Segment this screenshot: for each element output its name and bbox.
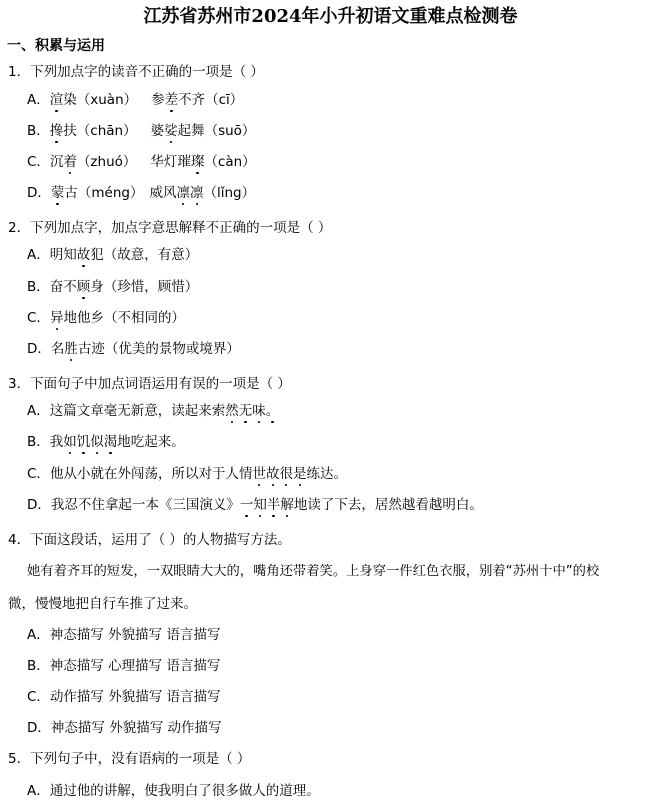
q4-option-a — [27, 625, 220, 645]
option-text: 动作描写 外貌描写 语言描写 — [49, 689, 221, 705]
question-2-stem: 2．下列加点字，加点字意思解释不正确的一项是（ ） — [8, 220, 332, 236]
option-pinyin-2: （suō） — [204, 123, 256, 139]
option-text: 奋不顾身（珍惜，顾惜） — [49, 279, 199, 295]
q2-option-b — [27, 277, 198, 297]
option-label: C． — [27, 466, 50, 482]
option-label: A． — [27, 783, 50, 799]
option-text: 神态描写 外貌描写 动作描写 — [50, 720, 222, 736]
option-word-2: 婆娑起舞 — [150, 123, 205, 139]
q3-option-b — [27, 432, 185, 452]
option-word-1: 搀扶 — [49, 123, 77, 139]
option-word-1: 渲染 — [49, 92, 77, 108]
option-pinyin-2: （cī） — [205, 92, 244, 108]
q3-option-c — [27, 464, 347, 484]
q3-option-d — [27, 495, 483, 515]
q5-option-a — [27, 781, 320, 801]
option-label: A． — [27, 403, 50, 419]
q1-option-d — [27, 183, 255, 203]
option-text: 他从小就在外闯荡，所以对于人情世故很是练达。 — [49, 466, 347, 482]
option-text: 神态描写 外貌描写 语言描写 — [49, 627, 221, 643]
option-pinyin-2: （càn） — [204, 154, 256, 170]
option-word-2: 华灯璀璨 — [150, 154, 205, 170]
option-pinyin-1: （xuàn） — [76, 92, 138, 108]
q1-option-c — [27, 152, 256, 172]
question-4-stem: 4．下面这段话，运用了（ ）的人物描写方法。 — [8, 532, 291, 548]
option-label: D． — [27, 497, 51, 513]
option-text: 名胜古迹（优美的景物或境界） — [50, 341, 240, 357]
option-text: 通过他的讲解，使我明白了很多做人的道理。 — [49, 783, 320, 799]
option-label: A． — [27, 627, 50, 643]
option-label: B． — [27, 658, 50, 674]
q1-option-b — [27, 121, 255, 141]
q4-passage-continued: 微，慢慢地把自行车推了过来。 — [8, 596, 197, 612]
option-text: 异地他乡（不相同的） — [49, 310, 185, 326]
option-label: D． — [27, 341, 51, 357]
option-label: C． — [27, 310, 50, 326]
option-word-2: 威风凛凛 — [149, 185, 204, 201]
option-pinyin-2: （lǐng） — [203, 185, 256, 201]
option-word-1: 沉着 — [49, 154, 77, 170]
q2-option-c — [27, 308, 185, 328]
option-pinyin-1: （zhuó） — [76, 154, 137, 170]
question-5-stem: 5．下列句子中，没有语病的一项是（ ） — [8, 751, 251, 767]
question-3-stem: 3．下面句子中加点词语运用有误的一项是（ ） — [8, 376, 291, 392]
option-label: D． — [27, 720, 51, 736]
option-label: C． — [27, 689, 50, 705]
q3-option-a — [27, 401, 279, 421]
document-title: 江苏省苏州市2024年小升初语文重难点检测卷 — [143, 6, 518, 27]
option-label: C． — [27, 154, 50, 170]
option-text: 我忍不住拿起一本《三国演义》一知半解地读了下去，居然越看越明白。 — [50, 497, 483, 513]
q4-option-b — [27, 656, 220, 676]
option-text: 明知故犯（故意，有意） — [49, 247, 199, 263]
option-pinyin-1: （chān） — [76, 123, 137, 139]
q1-option-a — [27, 90, 243, 110]
option-text: 这篇文章毫无新意，读起来索然无味。 — [49, 403, 280, 419]
q4-passage: 她有着齐耳的短发，一双眼睛大大的，嘴角还带着笑。上身穿一件红色衣服，别着“苏州十中”的校 — [27, 564, 600, 579]
q2-option-d — [27, 339, 240, 359]
option-label: A． — [27, 247, 50, 263]
option-label: D． — [27, 185, 51, 201]
q4-option-c — [27, 687, 221, 707]
option-word-2: 参差不齐 — [151, 92, 206, 108]
q2-option-a — [27, 245, 198, 265]
section-heading: 一、积累与运用 — [7, 38, 105, 54]
q4-option-d — [27, 718, 222, 738]
option-text: 神态描写 心理描写 语言描写 — [49, 658, 221, 674]
option-label: A． — [27, 92, 50, 108]
option-text: 我如饥似渴地吃起来。 — [49, 434, 185, 450]
option-label: B． — [27, 434, 50, 450]
question-1-stem: 1．下列加点字的读音不正确的一项是（ ） — [8, 64, 264, 80]
option-pinyin-1: （méng） — [77, 185, 144, 201]
option-label: B． — [27, 279, 50, 295]
option-word-1: 蒙古 — [50, 185, 78, 201]
option-label: B． — [27, 123, 50, 139]
